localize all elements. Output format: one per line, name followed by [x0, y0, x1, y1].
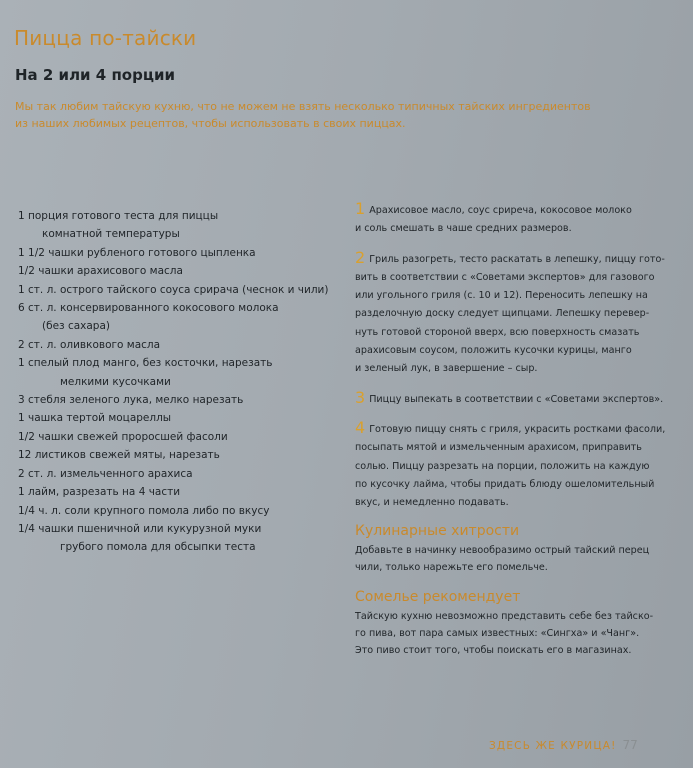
step-text: Арахисовое масло, соус сриреча, кокосовое молоко [369, 205, 632, 216]
step-line [355, 476, 655, 494]
step-text: вить в соответствии с «Советами экспертов» для газового [355, 271, 655, 283]
step-line [355, 200, 655, 220]
step-text: или угольного гриля (с. 10 и 12). Переносить лепешку на [355, 290, 648, 302]
page-number: 77 [622, 738, 638, 752]
step-line [355, 360, 655, 378]
step-line [355, 494, 655, 512]
ingredient-item: 1/4 ч. л. соли крупного помола либо по вкусу [18, 504, 270, 517]
sommelier-line: Это пиво стоит того, чтобы поискать его в магазинах. [355, 645, 632, 657]
recipe-intro [15, 98, 615, 132]
ingredient-item: 2 ст. л. измельченного арахиса [18, 467, 193, 480]
ingredient-item: 1 спелый плод манго, без косточки, нарезать [18, 357, 273, 370]
ingredient-item: 1 порция готового теста для пиццы [18, 210, 219, 222]
step-line [355, 342, 655, 360]
step-2 [355, 247, 665, 379]
step-4 [355, 417, 666, 512]
ingredient-item: 1/2 чашки свежей проросшей фасоли [18, 430, 228, 443]
ingredient-item: комнатной температуры [42, 228, 180, 241]
step-text: вкус, и немедленно подавать. [355, 497, 509, 509]
ingredient-item: (без сахара) [42, 320, 111, 333]
step-line [355, 220, 655, 238]
ingredient-item: грубого помола для обсыпки теста [60, 541, 256, 554]
chapter-title: ЗДЕСЬ ЖЕ КУРИЦА! [489, 740, 617, 752]
step-3 [355, 387, 664, 409]
step-text: Готовую пиццу снять с гриля, украсить ростками фасоли, [369, 423, 666, 435]
step-text: Пиццу выпекать в соответствии с «Советами экспертов». [369, 393, 664, 405]
tips-line: чили, только нарежьте его помельче. [355, 562, 548, 574]
step-text: и соль смешать в чаше средних размеров. [355, 223, 572, 235]
step-text: арахисовым соусом, положить кусочки курицы, манго [355, 345, 632, 357]
tips-title: Кулинарные хитрости [355, 523, 520, 540]
ingredient-item: 1/4 чашки пшеничной или кукурузной муки [18, 522, 262, 535]
step-line [355, 247, 665, 269]
step-number: 4 [355, 417, 366, 437]
page-footer [489, 738, 638, 752]
sommelier-line: Тайскую кухню невозможно представить себе без тайско- [355, 611, 654, 623]
step-text: и зеленый лук, в завершение – сыр. [355, 363, 538, 375]
tips-text [355, 542, 655, 576]
step-text: разделочную доску следует щипцами. Лепешку перевер- [355, 308, 650, 320]
step-line [355, 458, 655, 476]
sommelier-line: го пива, вот пара самых известных: «Сингха» и «Чанг». [355, 628, 640, 640]
step-line [355, 439, 655, 457]
instructions [355, 199, 666, 671]
step-line [355, 324, 655, 342]
ingredient-item: 6 ст. л. консервированного кокосового молока [18, 302, 279, 315]
ingredient-item: 1 ст. л. острого тайского соуса срирача (чеснок и чили) [18, 283, 329, 296]
ingredient-item: 1/2 чашки арахисового масла [18, 265, 183, 278]
intro-line: Мы так любим тайскую кухню, что не можем не взять несколько типичных тайских ингредиентов [15, 100, 591, 113]
intro-line: из наших любимых рецептов, чтобы использовать в своих пиццах. [15, 117, 406, 130]
ingredient-item: 3 стебля зеленого лука, мелко нарезать [18, 394, 244, 407]
step-text: посыпать мятой и измельченным арахисом, приправить [355, 442, 642, 454]
step-line [355, 269, 655, 287]
recipe-title: Пицца по-тайски [14, 26, 197, 50]
ingredient-item: 1 лайм, разрезать на 4 части [18, 486, 181, 499]
step-text: по кусочку лайма, чтобы придать блюду ошеломительный [355, 478, 655, 490]
ingredient-item: 12 листиков свежей мяты, нарезать [18, 449, 220, 462]
ingredient-list [18, 207, 338, 557]
servings: На 2 или 4 порции [15, 66, 175, 84]
step-number: 2 [355, 247, 366, 267]
step-number: 1 [355, 199, 366, 218]
step-line [355, 387, 664, 409]
tips-line: Добавьте в начинку невообразимо острый тайский перец [355, 545, 650, 557]
ingredient-item: 1 чашка тертой моцареллы [18, 412, 172, 425]
ingredient-item: 1 1/2 чашки рубленого готового цыпленка [18, 246, 256, 259]
sommelier-text [355, 608, 655, 659]
step-text: Гриль разогреть, тесто раскатать в лепешку, пиццу гото- [369, 253, 665, 265]
ingredient-item: 2 ст. л. оливкового масла [18, 338, 161, 351]
step-text: нуть готовой стороной вверх, всю поверхность смазать [355, 326, 640, 338]
step-text: солью. Пиццу разрезать на порции, положить на каждую [355, 460, 650, 472]
sommelier-title: Сомелье рекомендует [355, 589, 521, 606]
step-number: 3 [355, 387, 366, 407]
step-line [355, 287, 655, 305]
step-line [355, 417, 666, 439]
ingredient-item: мелкими кусочками [60, 375, 171, 388]
step-line [355, 305, 655, 323]
step-1 [355, 200, 655, 239]
